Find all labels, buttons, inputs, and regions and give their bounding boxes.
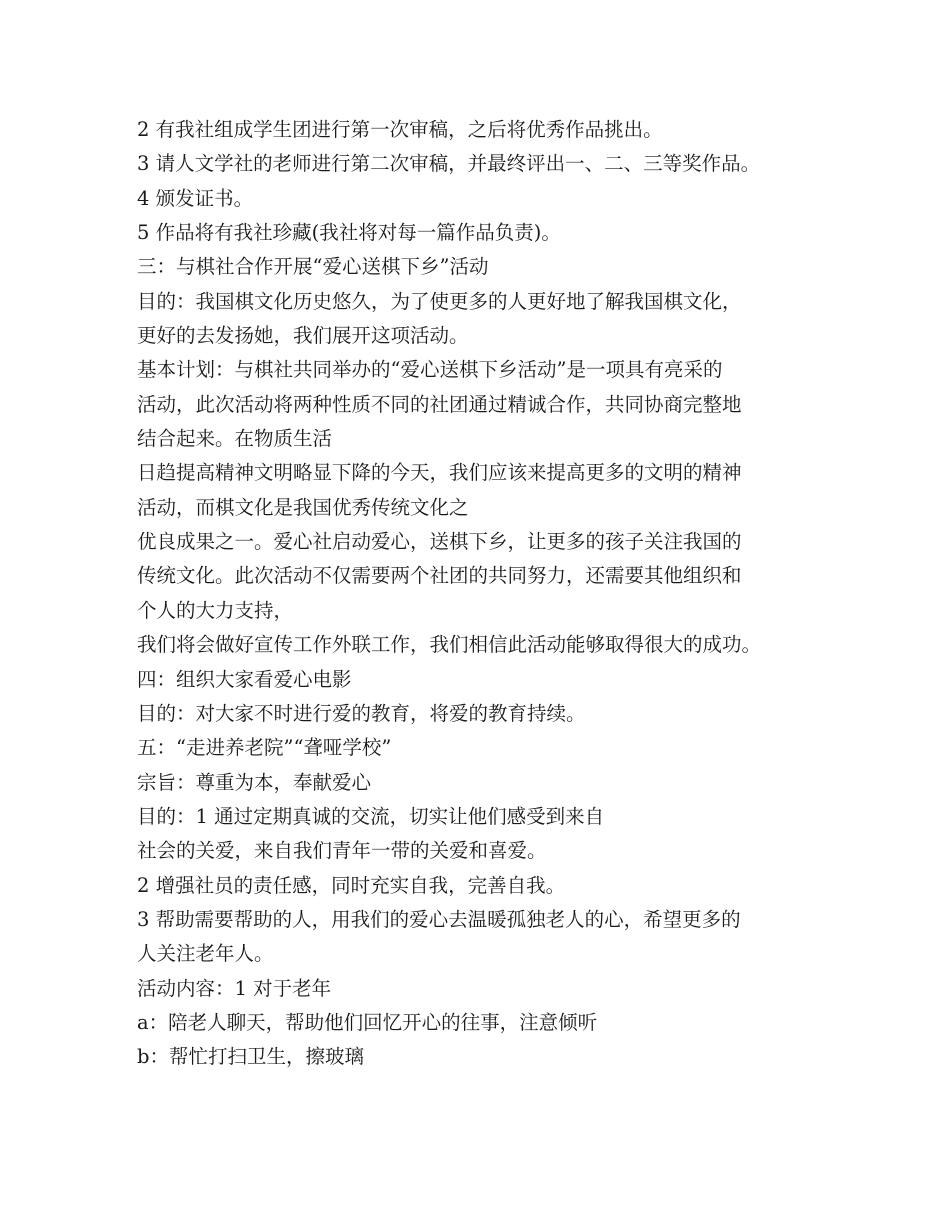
- text-line: 个人的大力支持，: [137, 598, 294, 622]
- text-line: 4 颁发证书。: [137, 186, 254, 210]
- document-body: [137, 113, 837, 1075]
- text-line: 5 作品将有我社珍藏(我社将对每一篇作品负责)。: [137, 221, 561, 245]
- text-line: 基本计划：与棋社共同举办的“爱心送棋下乡活动”是一项具有亮采的: [137, 358, 723, 382]
- text-line: 宗旨：尊重为本，奉献爱心: [137, 770, 372, 794]
- text-line: 更好的去发扬她，我们展开这项活动。: [137, 324, 469, 348]
- text-line: 日趋提高精神文明略显下降的今天，我们应该来提高更多的文明的精神: [137, 461, 742, 485]
- text-line: 结合起来。在物质生活: [137, 427, 333, 451]
- text-line: 活动，而棋文化是我国优秀传统文化之: [137, 495, 469, 519]
- text-line: 社会的关爱，来自我们青年一带的关爱和喜爱。: [137, 839, 547, 863]
- text-line: 优良成果之一。爱心社启动爱心，送棋下乡，让更多的孩子关注我国的: [137, 530, 742, 554]
- text-line: 3 请人文学社的老师进行第二次审稿，并最终评出一、二、三等奖作品。: [137, 152, 761, 176]
- section-heading: 三：与棋社合作开展“爱心送棋下乡”活动: [137, 255, 489, 279]
- text-line: 我们将会做好宣传工作外联工作，我们相信此活动能够取得很大的成功。: [137, 633, 762, 657]
- text-line: 人关注老年人。: [137, 942, 274, 966]
- text-line: a：陪老人聊天，帮助他们回忆开心的往事，注意倾听: [137, 1010, 598, 1034]
- text-line: 活动，此次活动将两种性质不同的社团通过精诚合作，共同协商完整地: [137, 392, 742, 416]
- section-heading: 四：组织大家看爱心电影: [137, 667, 352, 691]
- text-line: 活动内容：1 对于老年: [137, 976, 332, 1000]
- text-line: 2 有我社组成学生团进行第一次审稿，之后将优秀作品挑出。: [137, 118, 663, 141]
- text-line: 目的：我国棋文化历史悠久，为了使更多的人更好地了解我国棋文化，: [137, 289, 742, 313]
- text-line: 3 帮助需要帮助的人，用我们的爱心去温暖孤独老人的心，希望更多的: [137, 907, 741, 931]
- section-heading: 五：“走进养老院”“聋哑学校”: [137, 736, 392, 760]
- text-line: 2 增强社员的责任感，同时充实自我，完善自我。: [137, 873, 566, 897]
- text-line: 目的：对大家不时进行爱的教育，将爱的教育持续。: [137, 701, 586, 725]
- text-line: b：帮忙打扫卫生，擦玻璃: [137, 1045, 364, 1069]
- text-line: 传统文化。此次活动不仅需要两个社团的共同努力，还需要其他组织和: [137, 564, 742, 588]
- text-line: 目的：1 通过定期真诚的交流，切实让他们感受到来自: [137, 804, 605, 828]
